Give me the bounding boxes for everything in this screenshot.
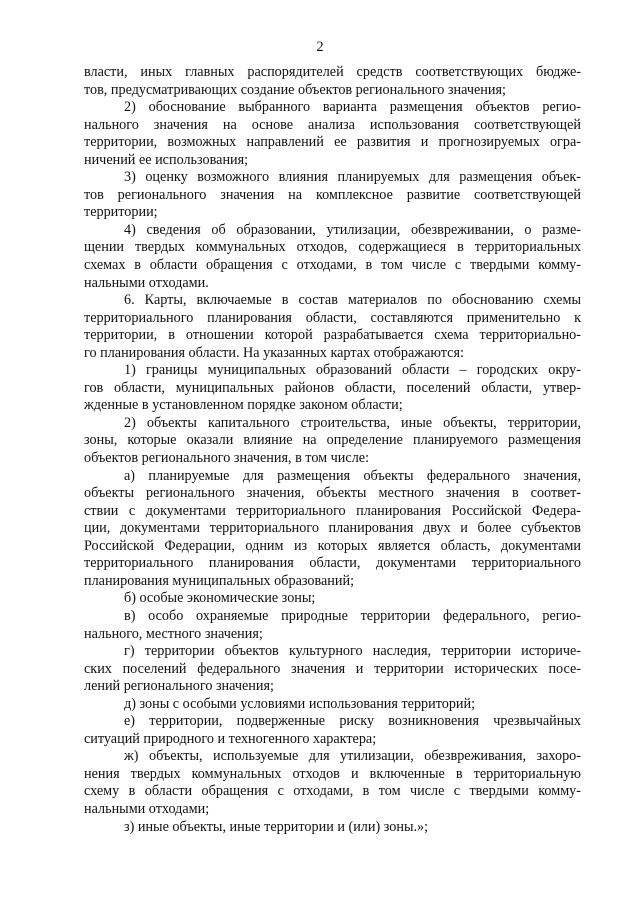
paragraph — [84, 468, 581, 591]
paragraph — [84, 819, 581, 837]
text-line: жденные в установленном порядке законом области; — [84, 397, 403, 414]
text-line: б) особые экономические зоны; — [124, 590, 316, 607]
text-line: ствии с документами территориального планирования Российской Федера- — [84, 502, 581, 519]
text-line: тов регионального значения на комплексное развитие соответствующей — [84, 186, 581, 203]
text-line: г) территории объектов культурного наследия, территории историче- — [124, 643, 581, 660]
text-line: территории; — [84, 204, 158, 221]
text-line: планирования муниципальных образований; — [84, 572, 355, 589]
text-line: з) иные объекты, иные территории и (или) зоны.»; — [124, 818, 429, 835]
text-line: ситуаций природного и техногенного характера; — [84, 730, 377, 747]
text-line: го планирования области. На указанных картах отображаются: — [84, 344, 464, 361]
text-line: объектов регионального значения, в том числе: — [84, 450, 370, 467]
text-line: схему в области обращения с отходами, в том числе с твердыми комму- — [84, 783, 581, 800]
text-line: щении твердых коммунальных отходов, содержащиеся в территориальных — [84, 239, 581, 256]
paragraph — [84, 64, 581, 99]
text-line: 4) сведения об образовании, утилизации, обезвреживании, о разме- — [124, 221, 581, 238]
text-line: е) территории, подверженные риску возникновения чрезвычайных — [124, 713, 581, 730]
paragraph — [84, 415, 581, 468]
text-line: власти, иных главных распорядителей средств соответствующих бюдже- — [84, 64, 581, 80]
text-line: ничений ее использования; — [84, 151, 249, 168]
text-line: 6. Карты, включаемые в состав материалов по обоснованию схемы — [124, 292, 581, 309]
text-line: лений регионального значения; — [84, 678, 274, 695]
text-line: 3) оценку возможного влияния планируемых для размещения объек- — [124, 169, 581, 186]
paragraph — [84, 608, 581, 643]
text-line: тов, предусматривающих создание объектов регионального значения; — [84, 81, 506, 98]
paragraph — [84, 292, 581, 362]
paragraph — [84, 696, 581, 714]
text-line: ских поселений федерального значения и территории исторических посе- — [84, 660, 581, 677]
text-line: нальными отходами. — [84, 274, 209, 291]
text-line: территории, возможных направлений ее развития и прогнозируемых огра- — [84, 134, 581, 151]
text-line: территориального планирования области, составляются применительно к — [84, 309, 581, 326]
page-number: 2 — [316, 39, 324, 55]
text-line: зоны, которые оказали влияние на определение планируемого размещения — [84, 432, 581, 449]
text-line: нальными отходами; — [84, 800, 210, 817]
document-body — [84, 64, 581, 836]
text-line: нального значения на основе анализа использования соответствующей — [84, 116, 581, 133]
text-line: в) особо охраняемые природные территории федерального, регио- — [124, 607, 581, 624]
text-line: ж) объекты, используемые для утилизации, обезвреживания, захоро- — [124, 748, 581, 765]
text-line: территориального планирования области, документами территориального — [84, 555, 581, 572]
text-line: территории, в отношении которой разрабатывается схема территориально- — [84, 327, 581, 344]
text-line: нения твердых коммунальных отходов и включенные в территориальную — [84, 765, 581, 782]
text-line: 2) обоснование выбранного варианта размещения объектов регио- — [124, 99, 581, 116]
text-line: ции, документами территориального планирования двух и более субъектов — [84, 520, 581, 537]
paragraph — [84, 590, 581, 608]
text-line: Российской Федерации, одним из которых является область, документами — [84, 537, 581, 554]
paragraph — [84, 748, 581, 818]
text-line: нального, местного значения; — [84, 625, 263, 642]
paragraph — [84, 169, 581, 222]
text-line: гов области, муниципальных районов области, поселений области, утвер- — [84, 379, 581, 396]
paragraph — [84, 713, 581, 748]
text-line: 1) границы муниципальных образований области – городских окру- — [124, 362, 581, 379]
text-line: д) зоны с особыми условиями использования территорий; — [124, 695, 476, 712]
text-line: объекты регионального значения, объекты местного значения в соответ- — [84, 485, 581, 502]
text-line: 2) объекты капитального строительства, иные объекты, территории, — [124, 414, 581, 431]
paragraph — [84, 362, 581, 415]
text-line: схемах в области обращения с отходами, в том числе с твердыми комму- — [84, 257, 581, 274]
text-line: а) планируемые для размещения объекты федерального значения, — [124, 467, 581, 484]
paragraph — [84, 99, 581, 169]
paragraph — [84, 222, 581, 292]
paragraph — [84, 643, 581, 696]
